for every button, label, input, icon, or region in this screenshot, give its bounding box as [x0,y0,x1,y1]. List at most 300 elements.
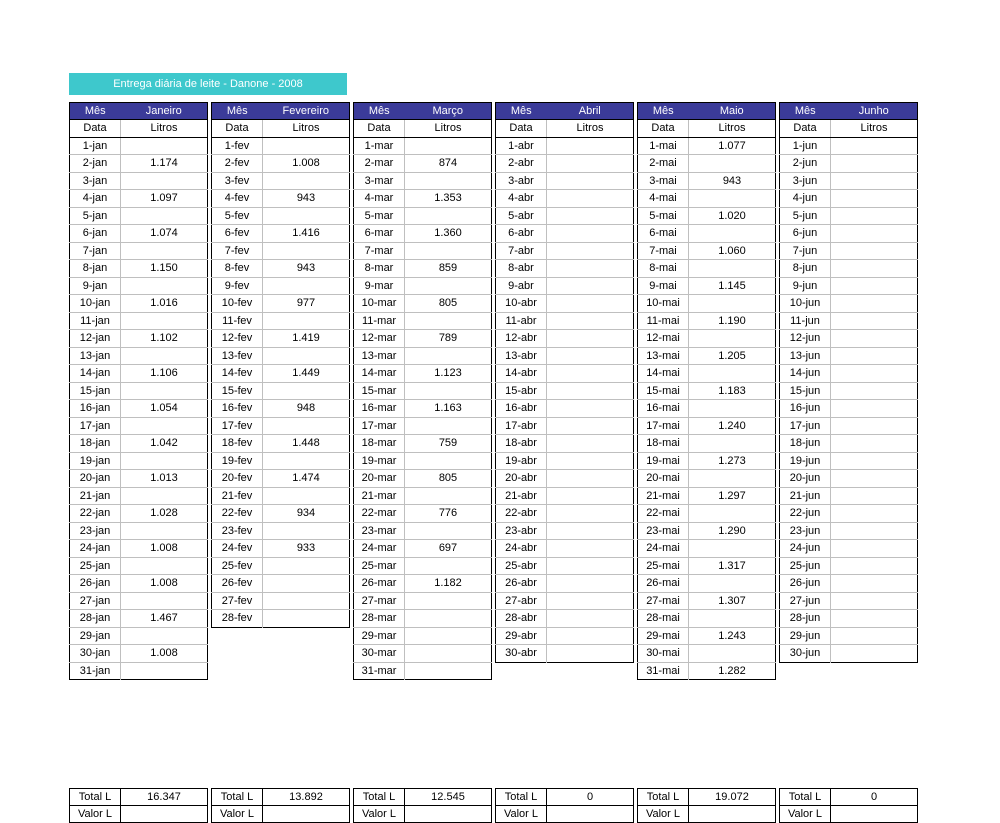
date-cell[interactable]: 16-mai [638,400,689,418]
date-cell[interactable]: 7-mai [638,242,689,260]
litros-cell[interactable] [263,312,350,330]
litros-cell[interactable] [405,592,492,610]
litros-cell[interactable]: 1.008 [121,645,208,663]
date-cell[interactable]: 14-jun [780,365,831,383]
date-cell[interactable]: 10-fev [212,295,263,313]
date-cell[interactable]: 22-fev [212,505,263,523]
litros-cell[interactable]: 1.273 [689,452,776,470]
litros-cell[interactable] [831,487,918,505]
valor-value[interactable] [263,806,350,823]
date-cell[interactable]: 5-mai [638,207,689,225]
date-cell[interactable]: 25-jan [70,557,121,575]
litros-cell[interactable] [689,330,776,348]
litros-cell[interactable]: 1.419 [263,330,350,348]
date-cell[interactable]: 14-mai [638,365,689,383]
date-cell[interactable]: 24-mai [638,540,689,558]
date-cell[interactable]: 3-mar [354,172,405,190]
litros-cell[interactable] [547,557,634,575]
litros-cell[interactable] [547,277,634,295]
litros-cell[interactable]: 1.174 [121,155,208,173]
litros-cell[interactable] [831,172,918,190]
litros-cell[interactable] [689,470,776,488]
valor-value[interactable] [547,806,634,823]
litros-cell[interactable] [831,522,918,540]
litros-cell[interactable] [831,295,918,313]
valor-value[interactable] [831,806,918,823]
litros-cell[interactable] [689,190,776,208]
date-cell[interactable]: 20-fev [212,470,263,488]
litros-cell[interactable]: 933 [263,540,350,558]
date-cell[interactable]: 1-jun [780,137,831,155]
date-cell[interactable]: 31-jan [70,662,121,680]
litros-cell[interactable] [831,645,918,663]
litros-cell[interactable]: 1.008 [263,155,350,173]
date-cell[interactable]: 25-mai [638,557,689,575]
date-cell[interactable]: 15-abr [496,382,547,400]
date-cell[interactable]: 25-mar [354,557,405,575]
litros-cell[interactable] [547,190,634,208]
date-cell[interactable]: 6-jun [780,225,831,243]
date-cell[interactable]: 19-mar [354,452,405,470]
litros-cell[interactable] [547,487,634,505]
date-cell[interactable]: 11-mar [354,312,405,330]
date-cell[interactable]: 22-abr [496,505,547,523]
litros-cell[interactable]: 1.467 [121,610,208,628]
litros-cell[interactable]: 1.074 [121,225,208,243]
litros-cell[interactable] [689,400,776,418]
date-cell[interactable]: 4-jun [780,190,831,208]
date-cell[interactable]: 4-mai [638,190,689,208]
litros-cell[interactable] [547,207,634,225]
litros-cell[interactable]: 1.240 [689,417,776,435]
date-cell[interactable]: 13-jan [70,347,121,365]
total-value[interactable]: 16.347 [121,789,208,806]
date-cell[interactable]: 13-jun [780,347,831,365]
litros-cell[interactable] [405,557,492,575]
date-cell[interactable]: 27-jun [780,592,831,610]
date-cell[interactable]: 4-fev [212,190,263,208]
date-cell[interactable]: 3-jun [780,172,831,190]
litros-cell[interactable] [263,417,350,435]
date-cell[interactable]: 15-mai [638,382,689,400]
date-cell[interactable]: 22-jun [780,505,831,523]
date-cell[interactable]: 11-fev [212,312,263,330]
date-cell[interactable]: 28-mai [638,610,689,628]
litros-cell[interactable] [831,365,918,383]
date-cell[interactable]: 3-jan [70,172,121,190]
date-cell[interactable]: 12-mar [354,330,405,348]
litros-cell[interactable] [831,452,918,470]
litros-cell[interactable] [831,347,918,365]
litros-cell[interactable] [831,470,918,488]
date-cell[interactable]: 17-abr [496,417,547,435]
litros-cell[interactable] [121,417,208,435]
litros-cell[interactable]: 697 [405,540,492,558]
date-cell[interactable]: 29-abr [496,627,547,645]
litros-cell[interactable] [405,207,492,225]
litros-cell[interactable] [547,365,634,383]
date-cell[interactable]: 28-mar [354,610,405,628]
date-cell[interactable]: 24-fev [212,540,263,558]
date-cell[interactable]: 16-jan [70,400,121,418]
litros-cell[interactable]: 1.190 [689,312,776,330]
litros-cell[interactable] [121,277,208,295]
litros-cell[interactable] [831,260,918,278]
litros-cell[interactable]: 1.448 [263,435,350,453]
litros-cell[interactable] [547,347,634,365]
litros-cell[interactable] [831,312,918,330]
litros-cell[interactable] [831,592,918,610]
litros-cell[interactable] [263,557,350,575]
date-cell[interactable]: 20-mai [638,470,689,488]
litros-cell[interactable] [121,592,208,610]
litros-cell[interactable]: 943 [689,172,776,190]
litros-cell[interactable]: 776 [405,505,492,523]
litros-cell[interactable] [831,435,918,453]
date-cell[interactable]: 27-jan [70,592,121,610]
date-cell[interactable]: 23-jun [780,522,831,540]
date-cell[interactable]: 4-mar [354,190,405,208]
date-cell[interactable]: 4-abr [496,190,547,208]
date-cell[interactable]: 19-jun [780,452,831,470]
date-cell[interactable]: 18-mai [638,435,689,453]
date-cell[interactable]: 7-abr [496,242,547,260]
litros-cell[interactable] [831,207,918,225]
litros-cell[interactable] [547,312,634,330]
date-cell[interactable]: 22-jan [70,505,121,523]
litros-cell[interactable]: 1.102 [121,330,208,348]
date-cell[interactable]: 19-jan [70,452,121,470]
date-cell[interactable]: 20-abr [496,470,547,488]
date-cell[interactable]: 5-jan [70,207,121,225]
date-cell[interactable]: 20-jun [780,470,831,488]
total-value[interactable]: 12.545 [405,789,492,806]
litros-cell[interactable]: 1.008 [121,575,208,593]
date-cell[interactable]: 10-mai [638,295,689,313]
litros-cell[interactable] [263,487,350,505]
date-cell[interactable]: 11-mai [638,312,689,330]
litros-cell[interactable] [831,557,918,575]
date-cell[interactable]: 21-mai [638,487,689,505]
date-cell[interactable]: 17-jun [780,417,831,435]
date-cell[interactable]: 15-fev [212,382,263,400]
litros-cell[interactable] [831,400,918,418]
litros-cell[interactable] [689,365,776,383]
litros-cell[interactable] [831,190,918,208]
litros-cell[interactable] [405,417,492,435]
date-cell[interactable]: 11-abr [496,312,547,330]
date-cell[interactable]: 17-mai [638,417,689,435]
valor-value[interactable] [689,806,776,823]
date-cell[interactable]: 30-abr [496,645,547,663]
date-cell[interactable]: 3-abr [496,172,547,190]
litros-cell[interactable]: 1.097 [121,190,208,208]
litros-cell[interactable] [547,645,634,663]
date-cell[interactable]: 27-abr [496,592,547,610]
date-cell[interactable]: 30-jun [780,645,831,663]
litros-cell[interactable] [121,242,208,260]
litros-cell[interactable] [405,137,492,155]
date-cell[interactable]: 29-jan [70,627,121,645]
litros-cell[interactable]: 1.042 [121,435,208,453]
litros-cell[interactable]: 1.123 [405,365,492,383]
litros-cell[interactable]: 1.205 [689,347,776,365]
litros-cell[interactable] [263,137,350,155]
date-cell[interactable]: 8-fev [212,260,263,278]
date-cell[interactable]: 7-mar [354,242,405,260]
litros-cell[interactable] [689,575,776,593]
valor-value[interactable] [121,806,208,823]
date-cell[interactable]: 19-mai [638,452,689,470]
litros-cell[interactable] [831,155,918,173]
date-cell[interactable]: 7-jun [780,242,831,260]
litros-cell[interactable] [547,242,634,260]
litros-cell[interactable] [547,592,634,610]
litros-cell[interactable] [405,610,492,628]
litros-cell[interactable] [547,400,634,418]
litros-cell[interactable] [547,522,634,540]
date-cell[interactable]: 8-mar [354,260,405,278]
date-cell[interactable]: 24-jun [780,540,831,558]
litros-cell[interactable]: 1.297 [689,487,776,505]
date-cell[interactable]: 26-jan [70,575,121,593]
date-cell[interactable]: 5-fev [212,207,263,225]
date-cell[interactable]: 2-mai [638,155,689,173]
date-cell[interactable]: 16-jun [780,400,831,418]
date-cell[interactable]: 14-fev [212,365,263,383]
litros-cell[interactable] [547,452,634,470]
litros-cell[interactable]: 1.182 [405,575,492,593]
litros-cell[interactable] [263,452,350,470]
date-cell[interactable]: 17-fev [212,417,263,435]
date-cell[interactable]: 19-fev [212,452,263,470]
date-cell[interactable]: 15-jan [70,382,121,400]
litros-cell[interactable] [831,575,918,593]
date-cell[interactable]: 9-mai [638,277,689,295]
date-cell[interactable]: 30-jan [70,645,121,663]
date-cell[interactable]: 27-fev [212,592,263,610]
date-cell[interactable]: 21-mar [354,487,405,505]
litros-cell[interactable]: 1.150 [121,260,208,278]
litros-cell[interactable] [831,330,918,348]
date-cell[interactable]: 26-mai [638,575,689,593]
litros-cell[interactable] [405,277,492,295]
date-cell[interactable]: 7-fev [212,242,263,260]
date-cell[interactable]: 1-jan [70,137,121,155]
date-cell[interactable]: 15-jun [780,382,831,400]
litros-cell[interactable]: 1.243 [689,627,776,645]
litros-cell[interactable] [405,172,492,190]
litros-cell[interactable] [405,382,492,400]
date-cell[interactable]: 9-fev [212,277,263,295]
date-cell[interactable]: 25-jun [780,557,831,575]
date-cell[interactable]: 25-fev [212,557,263,575]
date-cell[interactable]: 17-jan [70,417,121,435]
date-cell[interactable]: 21-abr [496,487,547,505]
date-cell[interactable]: 26-fev [212,575,263,593]
litros-cell[interactable] [121,172,208,190]
date-cell[interactable]: 16-fev [212,400,263,418]
date-cell[interactable]: 1-fev [212,137,263,155]
litros-cell[interactable] [547,382,634,400]
litros-cell[interactable] [689,295,776,313]
date-cell[interactable]: 20-mar [354,470,405,488]
litros-cell[interactable]: 1.474 [263,470,350,488]
litros-cell[interactable] [831,627,918,645]
litros-cell[interactable] [405,662,492,680]
litros-cell[interactable] [121,487,208,505]
date-cell[interactable]: 18-jan [70,435,121,453]
litros-cell[interactable] [263,242,350,260]
date-cell[interactable]: 13-abr [496,347,547,365]
date-cell[interactable]: 10-jun [780,295,831,313]
litros-cell[interactable] [263,592,350,610]
date-cell[interactable]: 9-abr [496,277,547,295]
date-cell[interactable]: 21-fev [212,487,263,505]
date-cell[interactable]: 12-jun [780,330,831,348]
litros-cell[interactable] [121,312,208,330]
litros-cell[interactable] [689,155,776,173]
date-cell[interactable]: 23-mar [354,522,405,540]
date-cell[interactable]: 11-jan [70,312,121,330]
date-cell[interactable]: 30-mar [354,645,405,663]
litros-cell[interactable] [121,522,208,540]
litros-cell[interactable] [263,277,350,295]
litros-cell[interactable] [831,225,918,243]
date-cell[interactable]: 14-mar [354,365,405,383]
litros-cell[interactable]: 977 [263,295,350,313]
total-value[interactable]: 19.072 [689,789,776,806]
litros-cell[interactable]: 1.290 [689,522,776,540]
litros-cell[interactable]: 805 [405,295,492,313]
litros-cell[interactable] [547,435,634,453]
litros-cell[interactable] [263,610,350,628]
litros-cell[interactable] [263,172,350,190]
litros-cell[interactable] [831,610,918,628]
litros-cell[interactable]: 1.020 [689,207,776,225]
date-cell[interactable]: 9-jan [70,277,121,295]
total-value[interactable]: 0 [547,789,634,806]
litros-cell[interactable] [547,575,634,593]
date-cell[interactable]: 16-abr [496,400,547,418]
litros-cell[interactable]: 1.416 [263,225,350,243]
date-cell[interactable]: 8-jan [70,260,121,278]
litros-cell[interactable] [405,452,492,470]
litros-cell[interactable] [121,137,208,155]
litros-cell[interactable]: 859 [405,260,492,278]
litros-cell[interactable]: 943 [263,190,350,208]
date-cell[interactable]: 4-jan [70,190,121,208]
litros-cell[interactable]: 1.353 [405,190,492,208]
date-cell[interactable]: 9-jun [780,277,831,295]
date-cell[interactable]: 8-abr [496,260,547,278]
litros-cell[interactable]: 1.449 [263,365,350,383]
date-cell[interactable]: 18-jun [780,435,831,453]
date-cell[interactable]: 23-abr [496,522,547,540]
litros-cell[interactable]: 1.282 [718,664,746,677]
date-cell[interactable]: 30-mai [638,645,689,663]
date-cell[interactable]: 21-jun [780,487,831,505]
litros-cell[interactable] [121,347,208,365]
litros-cell[interactable]: 1.307 [689,592,776,610]
litros-cell[interactable]: 934 [263,505,350,523]
litros-cell[interactable] [405,522,492,540]
date-cell[interactable]: 31-mai [638,662,689,680]
date-cell[interactable]: 6-fev [212,225,263,243]
litros-cell[interactable] [405,242,492,260]
date-cell[interactable]: 19-abr [496,452,547,470]
date-cell[interactable]: 12-fev [212,330,263,348]
litros-cell[interactable] [547,260,634,278]
litros-cell[interactable]: 1.106 [121,365,208,383]
date-cell[interactable]: 29-mai [638,627,689,645]
litros-cell[interactable] [405,645,492,663]
date-cell[interactable]: 10-mar [354,295,405,313]
date-cell[interactable]: 27-mai [638,592,689,610]
date-cell[interactable]: 24-abr [496,540,547,558]
litros-cell[interactable]: 948 [263,400,350,418]
litros-cell[interactable] [831,540,918,558]
date-cell[interactable]: 5-abr [496,207,547,225]
date-cell[interactable]: 13-mai [638,347,689,365]
date-cell[interactable]: 16-mar [354,400,405,418]
date-cell[interactable]: 10-jan [70,295,121,313]
date-cell[interactable]: 6-abr [496,225,547,243]
litros-cell[interactable] [121,382,208,400]
litros-cell[interactable]: 759 [405,435,492,453]
litros-cell[interactable] [405,627,492,645]
date-cell[interactable]: 1-abr [496,137,547,155]
litros-cell[interactable] [121,207,208,225]
litros-cell[interactable] [121,627,208,645]
date-cell[interactable]: 7-jan [70,242,121,260]
date-cell[interactable]: 11-jun [780,312,831,330]
litros-cell[interactable] [547,610,634,628]
litros-cell[interactable] [689,260,776,278]
litros-cell[interactable] [405,487,492,505]
date-cell[interactable]: 24-mar [354,540,405,558]
date-cell[interactable]: 28-jan [70,610,121,628]
date-cell[interactable]: 31-mar [354,662,405,680]
litros-cell[interactable] [405,312,492,330]
date-cell[interactable]: 29-jun [780,627,831,645]
date-cell[interactable]: 26-jun [780,575,831,593]
total-value[interactable]: 0 [831,789,918,806]
litros-cell[interactable]: 1.145 [689,277,776,295]
litros-cell[interactable] [263,382,350,400]
date-cell[interactable]: 28-fev [212,610,263,628]
litros-cell[interactable] [831,277,918,295]
litros-cell[interactable] [547,172,634,190]
litros-cell[interactable] [263,575,350,593]
litros-cell[interactable] [831,505,918,523]
litros-cell[interactable] [547,505,634,523]
litros-cell[interactable]: 789 [405,330,492,348]
date-cell[interactable]: 12-mai [638,330,689,348]
litros-cell[interactable] [121,662,208,680]
litros-cell[interactable] [547,470,634,488]
litros-cell[interactable] [121,452,208,470]
litros-cell[interactable] [689,225,776,243]
date-cell[interactable]: 6-mai [638,225,689,243]
date-cell[interactable]: 3-fev [212,172,263,190]
litros-cell[interactable] [547,155,634,173]
litros-cell[interactable]: 805 [405,470,492,488]
litros-cell[interactable] [831,242,918,260]
date-cell[interactable]: 12-abr [496,330,547,348]
date-cell[interactable]: 22-mai [638,505,689,523]
litros-cell[interactable] [831,417,918,435]
